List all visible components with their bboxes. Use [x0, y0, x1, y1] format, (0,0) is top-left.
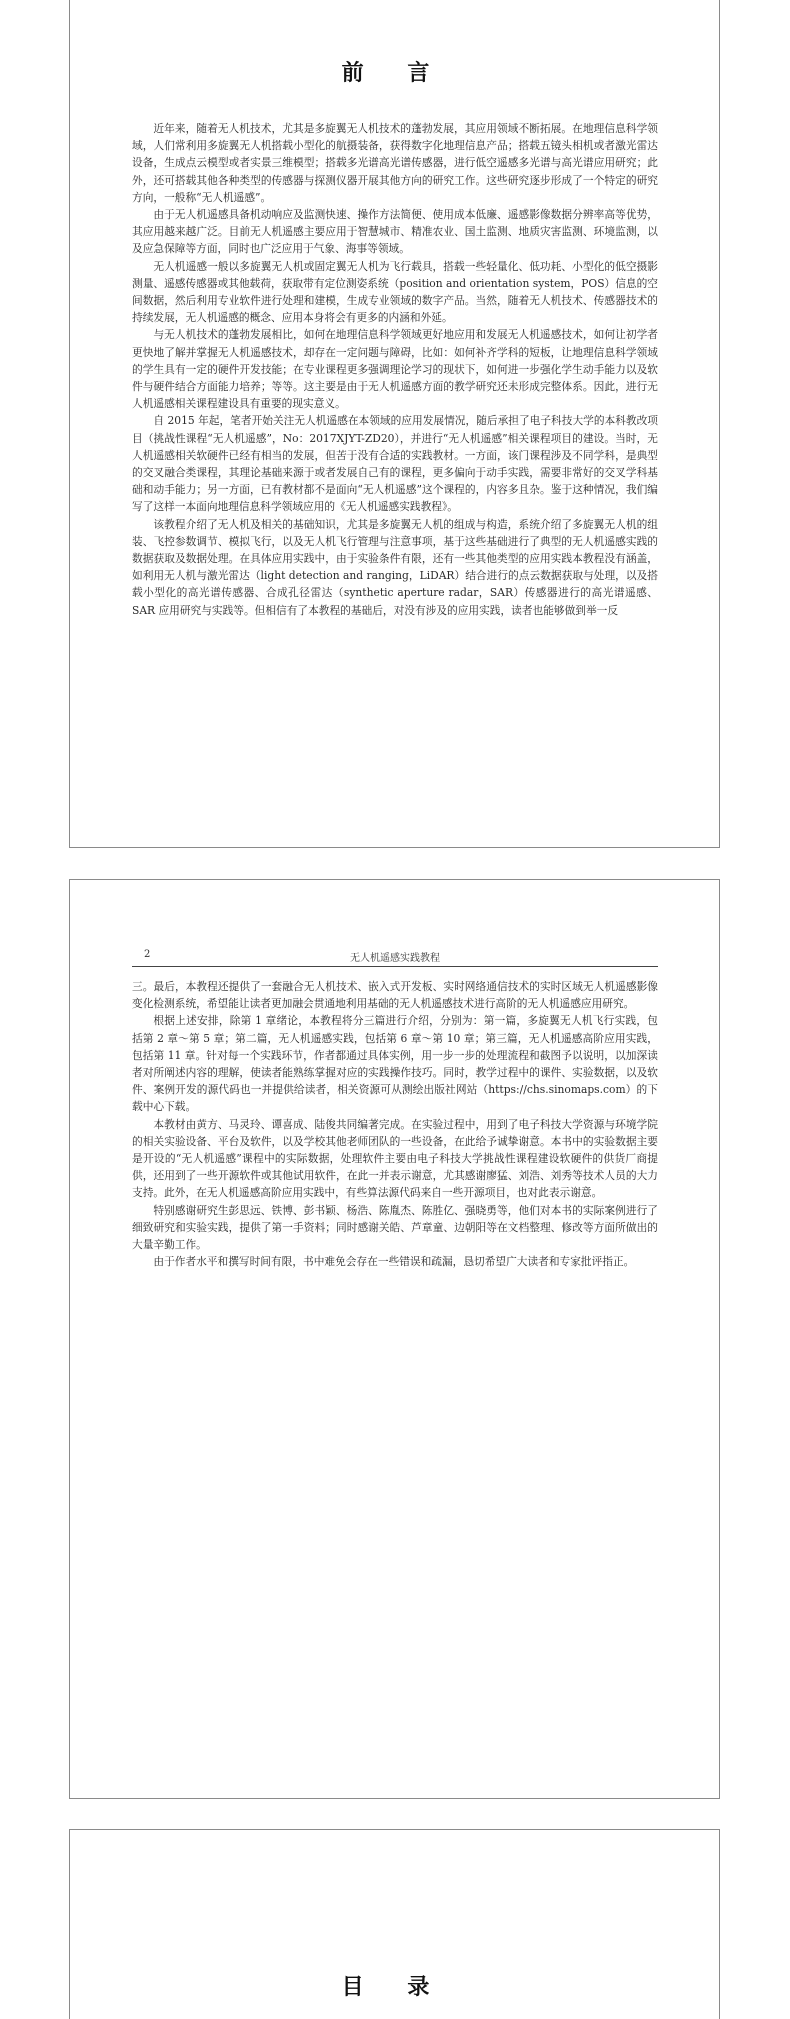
paragraph: 该教程介绍了无人机及相关的基础知识，尤其是多旋翼无人机的组成与构造，系统介绍了多旋翼无人机的组装、飞控参数调节、模拟飞行，以及无人机飞行管理与注意事项，基于这些基础进行了典型的无人机遥感实践的数据获取及数据处理。在具体应用实践中，由于实验条件有限，还有一些其他类型的应用实践本教程没有涵盖，如利用无人机与激光雷达（light detection and ranging，LiDAR）结合进行的点云数据获取与处理，以及搭载小型化的高光谱传感器、合成孔径雷达（synthetic aperture radar，SAR）传感器进行的高光谱遥感、SAR 应用研究与实践等。但相信有了本教程的基础后，对没有涉及的应用实践，读者也能够做到举一反 — [132, 517, 658, 617]
preface-title: 前 言 — [341, 60, 448, 86]
paragraph: 特别感谢研究生彭思远、铁博、彭书颖、杨浩、陈胤杰、陈胜亿、强晓勇等，他们对本书的实际案例进行了细致研究和实验实践，提供了第一手资料；同时感谢关皓、芦章童、边朝阳等在文档整理、修改等方面所做出的大量辛勤工作。 — [132, 1203, 658, 1252]
running-title: 无人机遥感实践教程 — [350, 953, 440, 964]
paragraph: 无人机遥感一般以多旋翼无人机或固定翼无人机为飞行载具，搭载一些轻量化、低功耗、小型化的低空摄影测量、遥感传感器或其他载荷，获取带有定位测姿系统（position and orientation system，POS）信息的空间数据，然后利用专业软件进行处理和建模，生成专业领域的数字产品。当然，随着无人机技术、传感器技术的持续发展，无人机遥感的概念、应用本身将会有更多的内涵和外延。 — [132, 259, 658, 325]
running-header — [132, 948, 658, 967]
document-page-preface-continued — [69, 879, 720, 1799]
paragraph: 根据上述安排，除第 1 章绪论，本教程将分三篇进行介绍，分别为：第一篇，多旋翼无人机飞行实践，包括第 2 章～第 5 章；第二篇，无人机遥感实践，包括第 6 章～第 10 章；第三篇，无人机遥感高阶应用实践，包括第 11 章。针对每一个实践环节，作者都通过具体实例，用一步一步的处理流程和截图予以说明，以加深读者对所阐述内容的理解，使读者能熟练掌握对应的实践操作技巧。同时，教学过程中的课件、实验数据，以及软件、案例开发的源代码也一并提供给读者，相关资源可从测绘出版社网站（https://chs.sinomaps.com）的下载中心下载。 — [132, 1014, 658, 1114]
paragraph: 由于无人机遥感具备机动响应及监测快速、操作方法简便、使用成本低廉、遥感影像数据分辨率高等优势，其应用越来越广泛。目前无人机遥感主要应用于智慧城市、精准农业、国土监测、地质灾害监测、环境监测，以及应急保障等方面，同时也广泛应用于气象、海事等领域。 — [132, 208, 658, 256]
page-number: 2 — [144, 949, 151, 960]
paragraph: 自 2015 年起，笔者开始关注无人机遥感在本领域的应用发展情况，随后承担了电子科技大学的本科教改项目（挑战性课程“无人机遥感”，No：2017XJYT-ZD20），并进行“无人机遥感”相关课程项目的建设。当时，无人机遥感相关软硬件已经有相当的发展，但苦于没有合适的实践教材。一方面，该门课程涉及不同学科，是典型的交叉融合类课程，其理论基础来源于或者发展自己有的课程，更多偏向于动手实践，需要非常好的交叉学科基础和动手能力；另一方面，已有教材都不是面向“无人机遥感”这个课程的，内容多且杂。鉴于这种情况，我们编写了这样一本面向地理信息科学领域应用的《无人机遥感实践教程》。 — [132, 414, 658, 514]
document-page-contents — [69, 1829, 720, 2019]
paragraph: 由于作者水平和撰写时间有限，书中难免会存在一些错误和疏漏，恳切希望广大读者和专家批评指正。 — [153, 1255, 635, 1269]
paragraph: 与无人机技术的蓬勃发展相比，如何在地理信息科学领域更好地应用和发展无人机遥感技术，如何让初学者更快地了解并掌握无人机遥感技术，却存在一定问题与障碍，比如：如何补齐学科的短板，让地理信息科学领域的学生具有一定的硬件开发技能；在专业课程更多强调理论学习的现状下，如何进一步强化学生动手能力以及软件与硬件结合方面能力培养；等等。这主要是由于无人机遥感方面的教学研究还未形成完整体系。因此，进行无人机遥感相关课程建设具有重要的现实意义。 — [132, 328, 658, 411]
paragraph: 本教材由黄方、马灵玲、谭喜成、陆俊共同编著完成。在实验过程中，用到了电子科技大学资源与环境学院的相关实验设备、平台及软件，以及学校其他老师团队的一些设备，在此给予诚挚谢意。本书中的实验数据主要是开设的“无人机遥感”课程中的实际数据，处理软件主要由电子科技大学挑战性课程建设软硬件的供货厂商提供，还用到了一些开源软件或其他试用软件，在此一并表示谢意，尤其感谢廖猛、刘浩、刘秀等技术人员的大力支持。此外，在无人机遥感高阶应用实践中，有些算法源代码来自一些开源项目，也对此表示谢意。 — [132, 1117, 658, 1200]
contents-title: 目 录 — [341, 1974, 448, 2000]
document-page-preface — [69, 0, 720, 848]
paragraph: 近年来，随着无人机技术，尤其是多旋翼无人机技术的蓬勃发展，其应用领域不断拓展。在地理信息科学领域，人们常利用多旋翼无人机搭载小型化的航摄装备，获得数字化地理信息产品；搭载五镜头相机或者激光雷达设备，生成点云模型或者实景三维模型；搭载多光谱高光谱传感器，进行低空遥感多光谱与高光谱应用研究；此外，还可搭载其他各种类型的传感器与探测仪器开展其他方向的研究工作。这些研究逐步形成了一个特定的研究方向，一般称“无人机遥感”。 — [132, 122, 658, 204]
paragraph: 三。最后，本教程还提供了一套融合无人机技术、嵌入式开发板、实时网络通信技术的实时区域无人机遥感影像变化检测系统，希望能让读者更加融会贯通地利用基础的无人机遥感技术进行高阶的无人机遥感应用研究。 — [132, 980, 658, 1011]
preface-body-continued — [132, 978, 658, 1270]
preface-body — [132, 120, 658, 619]
